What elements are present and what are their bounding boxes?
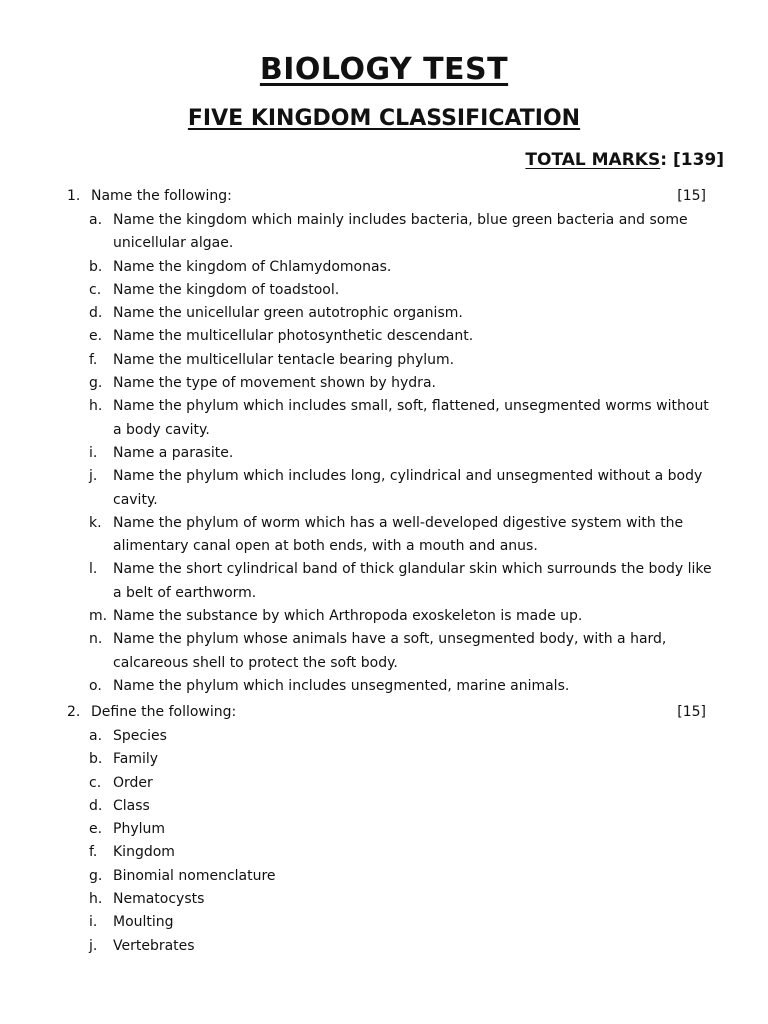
question-item [89, 512, 715, 559]
question-item [89, 372, 715, 395]
item-text: Kingdom [113, 844, 175, 861]
question-item [89, 795, 715, 818]
item-text: Name the multicellular photosynthetic descendant. [113, 328, 474, 345]
question-2 [0, 701, 768, 958]
question-header [0, 185, 768, 209]
question-item [89, 302, 715, 325]
question-item [89, 911, 715, 934]
question-item [89, 772, 715, 795]
item-label: g. [89, 867, 103, 884]
question-item [89, 841, 715, 864]
question-item [89, 865, 715, 888]
item-label: f. [89, 844, 98, 861]
item-label: l. [89, 561, 98, 578]
item-text: Family [113, 751, 159, 768]
item-label: c. [89, 774, 102, 791]
total-marks-label: TOTAL MARKS [525, 150, 661, 170]
item-text: Vertebrates [113, 937, 195, 954]
question-item [89, 558, 715, 605]
item-text: Name the phylum whose animals have a soft, unsegmented body, with a hard, calcareous shell to protect the soft body. [113, 631, 667, 671]
item-text: Name the type of movement shown by hydra. [113, 375, 436, 392]
question-item [89, 395, 715, 442]
item-text: Name the phylum which includes unsegmented, marine animals. [113, 677, 570, 694]
item-label: c. [89, 281, 102, 298]
item-text: Name the kingdom of toadstool. [113, 281, 340, 298]
item-text: Binomial nomenclature [113, 867, 276, 884]
item-text: Name the unicellular green autotrophic organism. [113, 305, 463, 322]
question-item [89, 818, 715, 841]
total-marks-value: [139] [672, 150, 724, 170]
total-marks-colon: : [660, 150, 668, 170]
question-item [89, 748, 715, 771]
item-text: Order [113, 774, 153, 791]
item-label: i. [89, 444, 98, 461]
question-item [89, 628, 715, 675]
question-text: Name the following: [91, 188, 232, 204]
question-item [89, 209, 715, 256]
item-text: Name the multicellular tentacle bearing phylum. [113, 351, 455, 368]
item-label: j. [89, 937, 98, 954]
item-text: Name the kingdom which mainly includes bacteria, blue green bacteria and some unicellular algae. [113, 212, 688, 252]
question-item [89, 725, 715, 748]
item-label: d. [89, 797, 103, 814]
item-text: Class [113, 797, 150, 814]
item-text: Name the phylum which includes long, cylindrical and unsegmented without a body cavity. [113, 468, 703, 508]
page-subtitle: FIVE KINGDOM CLASSIFICATION [187, 106, 581, 131]
question-item [89, 605, 715, 628]
question-item [89, 325, 715, 348]
question-item [89, 465, 715, 512]
item-text: Species [113, 728, 167, 744]
question-item [89, 256, 715, 279]
item-text: Name the short cylindrical band of thick glandular skin which surrounds the body like a belt of earthworm. [113, 561, 712, 601]
question-items [0, 209, 768, 698]
item-label: g. [89, 375, 103, 392]
item-label: e. [89, 328, 103, 345]
item-label: d. [89, 305, 103, 322]
item-text: Nematocysts [113, 891, 205, 908]
question-number: 2. [67, 704, 81, 720]
question-item [89, 279, 715, 302]
question-item [89, 888, 715, 911]
item-label: o. [89, 677, 102, 694]
question-1 [0, 185, 768, 698]
page-title: BIOLOGY TEST [259, 52, 509, 87]
question-text: Define the following: [91, 704, 237, 720]
item-label: h. [89, 398, 103, 415]
question-marks: [15] [677, 704, 706, 720]
item-text: Moulting [113, 914, 174, 931]
item-label: i. [89, 914, 98, 931]
item-label: b. [89, 258, 103, 275]
item-label: j. [89, 468, 98, 485]
item-label: b. [89, 751, 103, 768]
item-label: n. [89, 631, 103, 648]
item-label: m. [89, 608, 108, 625]
question-items [0, 725, 768, 958]
item-text: Phylum [113, 821, 166, 838]
item-label: f. [89, 351, 98, 368]
item-label: a. [89, 212, 103, 228]
question-number: 1. [67, 188, 81, 204]
question-item [89, 349, 715, 372]
item-label: k. [89, 514, 102, 531]
question-marks: [15] [677, 188, 706, 204]
question-item [89, 935, 715, 958]
item-text: Name the substance by which Arthropoda exoskeleton is made up. [113, 608, 583, 625]
total-marks [525, 150, 724, 170]
item-label: h. [89, 891, 103, 908]
question-item [89, 442, 715, 465]
item-text: Name the kingdom of Chlamydomonas. [113, 258, 392, 275]
item-text: Name the phylum which includes small, soft, flattened, unsegmented worms without a body cavity. [113, 398, 709, 438]
question-header [0, 701, 768, 725]
item-text: Name a parasite. [113, 444, 234, 461]
question-item [89, 675, 715, 698]
item-label: e. [89, 821, 103, 838]
item-text: Name the phylum of worm which has a well-developed digestive system with the alimentary canal open at both ends, with a mouth and anus. [113, 514, 684, 555]
item-label: a. [89, 728, 103, 744]
